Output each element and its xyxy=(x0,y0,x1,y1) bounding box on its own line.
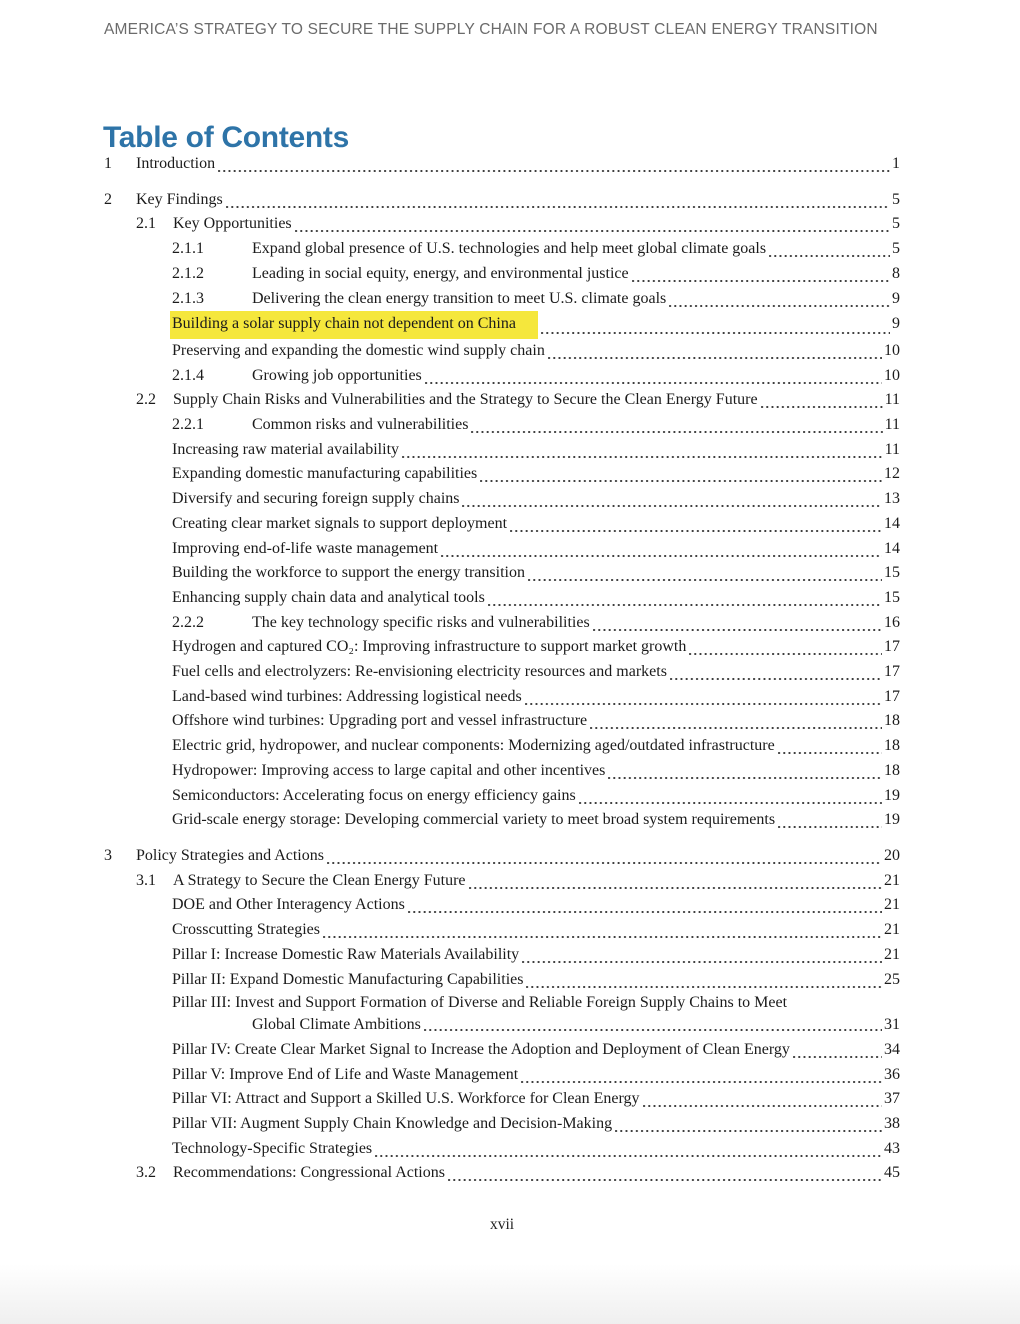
toc-entry-number: 3.1 xyxy=(136,871,156,889)
dotted-leader xyxy=(323,936,882,938)
toc-entry[interactable] xyxy=(104,611,900,636)
toc-entry-page: 20 xyxy=(884,846,900,864)
toc-entry-page: 13 xyxy=(884,490,900,508)
toc-entry[interactable] xyxy=(104,1087,900,1112)
toc-entry-page: 31 xyxy=(884,1016,900,1033)
toc-entry-page: 11 xyxy=(884,440,900,458)
toc-entry[interactable] xyxy=(104,462,900,487)
toc-entry-number: 3 xyxy=(104,846,112,864)
toc-entry-label: The key technology specific risks and vulnerabilities xyxy=(252,613,590,631)
toc-entry[interactable] xyxy=(104,660,900,685)
toc-entry-page: 9 xyxy=(892,315,900,333)
toc-entry[interactable] xyxy=(104,586,900,611)
toc-entry-line1 xyxy=(104,388,900,413)
toc-entry-label: Building a solar supply chain not dependent on China xyxy=(170,311,538,339)
dotted-leader xyxy=(402,456,883,458)
toc-entry[interactable] xyxy=(104,968,900,993)
toc-entry[interactable] xyxy=(104,487,900,512)
dotted-leader xyxy=(769,255,890,257)
toc-entry-line1 xyxy=(104,918,900,943)
toc-entry-page: 15 xyxy=(884,564,900,582)
dotted-leader xyxy=(778,752,882,754)
toc-entry-page: 21 xyxy=(884,896,900,914)
toc-entry-page: 11 xyxy=(884,391,900,409)
dotted-leader xyxy=(425,382,882,384)
toc-list xyxy=(104,152,900,1186)
toc-entry-line1 xyxy=(104,759,900,784)
toc-entry[interactable] xyxy=(104,759,900,784)
toc-entry-page: 19 xyxy=(884,786,900,804)
toc-entry-page: 19 xyxy=(884,811,900,829)
dotted-leader xyxy=(480,480,882,482)
toc-entry-label: Pillar VI: Attract and Support a Skilled U.S. Workforce for Clean Energy xyxy=(172,1090,640,1108)
toc-entry-line1 xyxy=(104,1087,900,1112)
dotted-leader xyxy=(218,170,890,172)
toc-entry-line1 xyxy=(104,537,900,562)
toc-entry-label: Pillar III: Invest and Support Formation of Diverse and Reliable Foreign Supply Chains to Meet xyxy=(172,994,788,1012)
toc-entry[interactable] xyxy=(104,1137,900,1162)
toc-entry-page: 14 xyxy=(884,539,900,557)
toc-entry[interactable] xyxy=(104,1063,900,1088)
toc-entry-line1 xyxy=(104,709,900,734)
toc-entry-label: Building the workforce to support the energy transition xyxy=(172,564,525,582)
dotted-leader xyxy=(593,629,882,631)
page-title: Table of Contents xyxy=(103,121,350,155)
toc-entry-page: 5 xyxy=(892,190,900,208)
toc-entry-line1 xyxy=(104,992,900,1014)
dotted-leader xyxy=(526,986,882,988)
toc-entry[interactable] xyxy=(104,152,900,177)
toc-entry[interactable] xyxy=(104,1161,900,1186)
toc-entry-line1 xyxy=(104,512,900,537)
toc-entry-label: Electric grid, hydropower, and nuclear components: Modernizing aged/outdated infrastructure xyxy=(172,737,775,755)
toc-entry-label: Hydropower: Improving access to large capital and other incentives xyxy=(172,761,606,779)
toc-entry-line1 xyxy=(104,1038,900,1063)
dotted-leader xyxy=(670,678,882,680)
toc-entry[interactable] xyxy=(104,709,900,734)
toc-entry-label: Preserving and expanding the domestic wind supply chain xyxy=(172,341,545,359)
running-header: AMERICA’S STRATEGY TO SECURE THE SUPPLY CHAIN FOR A ROBUST CLEAN ENERGY TRANSITION xyxy=(104,21,878,38)
toc-entry-page: 17 xyxy=(884,638,900,656)
toc-entry-line1 xyxy=(104,1161,900,1186)
toc-entry-line1 xyxy=(104,586,900,611)
dotted-leader xyxy=(778,826,882,828)
toc-entry[interactable] xyxy=(104,734,900,759)
toc-entry-line1 xyxy=(104,1063,900,1088)
toc-entry-page: 21 xyxy=(884,921,900,939)
toc-entry-line1 xyxy=(104,438,900,463)
toc-entry-line1 xyxy=(104,1137,900,1162)
dotted-leader xyxy=(541,332,890,334)
toc-entry-label: Key Findings xyxy=(136,190,223,208)
dotted-leader xyxy=(295,230,890,232)
toc-entry-page: 18 xyxy=(884,761,900,779)
toc-entry-page: 12 xyxy=(884,465,900,483)
toc-entry-line1 xyxy=(104,611,900,636)
toc-entry-label: Hydrogen and captured CO₂: Improving infrastructure to support market growth xyxy=(172,638,687,656)
dotted-leader xyxy=(525,703,882,705)
toc-entry-page: 25 xyxy=(884,970,900,988)
toc-entry-line1 xyxy=(104,364,900,389)
toc-entry-line1 xyxy=(104,968,900,993)
dotted-leader xyxy=(448,1179,882,1181)
toc-entry-page: 14 xyxy=(884,514,900,532)
toc-entry-label: Offshore wind turbines: Upgrading port and vessel infrastructure xyxy=(172,712,588,730)
toc-entry-page: 38 xyxy=(884,1114,900,1132)
toc-entry[interactable] xyxy=(104,262,900,287)
toc-entry-label: Pillar II: Expand Domestic Manufacturing Capabilities xyxy=(172,970,524,988)
toc-entry[interactable] xyxy=(104,635,900,660)
toc-entry-label: Increasing raw material availability xyxy=(172,440,400,458)
toc-entry[interactable] xyxy=(104,438,900,463)
toc-entry-label: Expand global presence of U.S. technologies and help meet global climate goals xyxy=(252,240,767,258)
toc-entry-label: Recommendations: Congressional Actions xyxy=(173,1164,445,1182)
toc-entry[interactable] xyxy=(104,784,900,809)
toc-entry-page: 5 xyxy=(892,240,900,258)
toc-entry[interactable] xyxy=(104,311,900,339)
toc-entry-line1 xyxy=(104,893,900,918)
toc-entry-label: Common risks and vulnerabilities xyxy=(252,416,469,434)
toc-entry[interactable] xyxy=(104,237,900,262)
toc-entry-page: 45 xyxy=(884,1164,900,1182)
toc-entry-page: 37 xyxy=(884,1090,900,1108)
toc-entry-page: 8 xyxy=(892,264,900,282)
toc-entry-page: 5 xyxy=(892,215,900,233)
toc-entry-label: Diversify and securing foreign supply chains xyxy=(172,490,460,508)
toc-entry-line1 xyxy=(104,237,900,262)
dotted-leader xyxy=(793,1056,882,1058)
toc-entry-line1 xyxy=(104,660,900,685)
toc-entry-line1 xyxy=(104,561,900,586)
toc-entry-label: Pillar V: Improve End of Life and Waste Management xyxy=(172,1065,519,1083)
toc-entry-label: Expanding domestic manufacturing capabilities xyxy=(172,465,478,483)
dotted-leader xyxy=(528,579,882,581)
toc-entry-label: Creating clear market signals to support deployment xyxy=(172,514,508,532)
toc-entry-label: Introduction xyxy=(136,155,216,172)
toc-entry-page: 9 xyxy=(892,289,900,307)
toc-entry-label: Crosscutting Strategies xyxy=(172,921,320,939)
toc-entry-line1 xyxy=(104,943,900,968)
toc-entry-line1 xyxy=(104,287,900,312)
toc-entry-page: 21 xyxy=(884,945,900,963)
toc-entry-label: Policy Strategies and Actions xyxy=(136,846,324,864)
toc-entry[interactable] xyxy=(104,188,900,213)
toc-entry-line2 xyxy=(104,1014,900,1036)
toc-entry-page: 15 xyxy=(884,588,900,606)
toc-entry-line1 xyxy=(104,869,900,894)
toc-entry-line1 xyxy=(104,262,900,287)
toc-entry-line1 xyxy=(104,462,900,487)
toc-entry-line1 xyxy=(104,635,900,660)
dotted-leader xyxy=(441,555,882,557)
toc-entry-label: Land-based wind turbines: Addressing logistical needs xyxy=(172,687,522,705)
toc-entry-line1 xyxy=(104,212,900,237)
toc-entry-number: 3.2 xyxy=(136,1164,156,1182)
toc-entry-line1 xyxy=(104,487,900,512)
toc-entry-label: Improving end-of-life waste management xyxy=(172,539,439,557)
dotted-leader xyxy=(226,206,890,208)
toc-entry[interactable] xyxy=(104,287,900,312)
dotted-leader xyxy=(643,1105,882,1107)
toc-entry-line1 xyxy=(104,734,900,759)
toc-entry-number: 2.2 xyxy=(136,391,156,409)
toc-entry-page: 43 xyxy=(884,1139,900,1157)
dotted-leader xyxy=(761,406,883,408)
toc-entry-label: Pillar IV: Create Clear Market Signal to Increase the Adoption and Deployment of Clean Energy xyxy=(172,1040,790,1058)
toc-entry-label: Delivering the clean energy transition to meet U.S. climate goals xyxy=(252,289,667,307)
toc-entry-label: Enhancing supply chain data and analytical tools xyxy=(172,588,485,606)
toc-entry-page: 18 xyxy=(884,737,900,755)
toc-entry[interactable] xyxy=(104,413,900,438)
toc-entry-page: 21 xyxy=(884,871,900,889)
page-number-folio: xvii xyxy=(489,1216,515,1233)
toc-entry-label: Technology-Specific Strategies xyxy=(172,1139,373,1157)
dotted-leader xyxy=(408,911,882,913)
toc-entry-label: A Strategy to Secure the Clean Energy Future xyxy=(173,871,466,889)
dotted-leader xyxy=(615,1130,882,1132)
toc-entry[interactable] xyxy=(104,512,900,537)
toc-entry-number: 2.1.2 xyxy=(172,264,204,282)
toc-entry-line1 xyxy=(104,1112,900,1137)
toc-entry-page: 1 xyxy=(892,155,900,172)
toc-entry-page: 34 xyxy=(884,1040,900,1058)
toc-entry-number: 1 xyxy=(104,155,112,172)
toc-entry-label2: Global Climate Ambitions xyxy=(252,1016,421,1033)
toc-entry[interactable] xyxy=(104,537,900,562)
toc-entry[interactable] xyxy=(104,869,900,894)
toc-entry-line1 xyxy=(104,413,900,438)
dotted-leader xyxy=(689,653,882,655)
toc-entry-line1 xyxy=(104,188,900,213)
toc-entry[interactable] xyxy=(104,364,900,389)
toc-entry-number: 2.1.3 xyxy=(172,289,204,307)
toc-entry-line1 xyxy=(104,152,900,177)
toc-entry[interactable] xyxy=(104,212,900,237)
toc-entry[interactable] xyxy=(104,388,900,413)
toc-entry[interactable] xyxy=(104,1038,900,1063)
toc-entry[interactable] xyxy=(104,339,900,364)
toc-entry-page: 17 xyxy=(884,687,900,705)
toc-entry-line1 xyxy=(104,685,900,710)
toc-entry[interactable] xyxy=(104,808,900,833)
toc-entry-number: 2.1.4 xyxy=(172,366,204,384)
toc-entry[interactable] xyxy=(104,893,900,918)
toc-entry-page: 36 xyxy=(884,1065,900,1083)
dotted-leader xyxy=(590,727,882,729)
toc-entry-page: 10 xyxy=(884,366,900,384)
toc-entry-line1 xyxy=(104,311,900,339)
toc-entry-line1 xyxy=(104,339,900,364)
dotted-leader xyxy=(469,887,882,889)
toc-entry-number: 2.1 xyxy=(136,215,156,233)
toc-entry-page: 17 xyxy=(884,663,900,681)
toc-entry[interactable] xyxy=(104,1112,900,1137)
toc-entry-label: DOE and Other Interagency Actions xyxy=(172,896,405,914)
dotted-leader xyxy=(488,604,882,606)
dotted-leader xyxy=(632,280,890,282)
toc-entry-page: 11 xyxy=(884,416,900,434)
toc-entry-line1 xyxy=(104,844,900,869)
toc-entry-label: Supply Chain Risks and Vulnerabilities and the Strategy to Secure the Clean Energy Future xyxy=(173,391,758,409)
toc-entry-page: 18 xyxy=(884,712,900,730)
toc-entry-label: Semiconductors: Accelerating focus on energy efficiency gains xyxy=(172,786,576,804)
toc-entry[interactable] xyxy=(104,943,900,968)
dotted-leader xyxy=(424,1029,882,1031)
dotted-leader xyxy=(521,1081,882,1083)
toc-entry-label: Pillar VII: Augment Supply Chain Knowledge and Decision-Making xyxy=(172,1114,613,1132)
dotted-leader xyxy=(510,530,882,532)
toc-entry-label: Growing job opportunities xyxy=(252,366,422,384)
toc-entry-label: Pillar I: Increase Domestic Raw Materials Availability xyxy=(172,945,520,963)
toc-entry-label: Grid-scale energy storage: Developing commercial variety to meet broad system requirements xyxy=(172,811,776,829)
dotted-leader xyxy=(375,1155,882,1157)
dotted-leader xyxy=(522,961,882,963)
toc-entry[interactable] xyxy=(104,992,900,1036)
toc-entry-line1 xyxy=(104,808,900,833)
toc-entry-number: 2 xyxy=(104,190,112,208)
toc-entry-line1 xyxy=(104,784,900,809)
dotted-leader xyxy=(579,802,882,804)
toc-entry[interactable] xyxy=(104,561,900,586)
toc-entry[interactable] xyxy=(104,918,900,943)
toc-entry[interactable] xyxy=(104,844,900,869)
toc-entry[interactable] xyxy=(104,685,900,710)
dotted-leader xyxy=(471,431,882,433)
page-bottom-shadow xyxy=(0,1264,1020,1324)
toc-entry-label: Fuel cells and electrolyzers: Re-envisioning electricity resources and markets xyxy=(172,663,667,681)
dotted-leader xyxy=(669,305,890,307)
toc-entry-number: 2.2.2 xyxy=(172,613,204,631)
toc-entry-page: 10 xyxy=(884,341,900,359)
dotted-leader xyxy=(608,777,882,779)
toc-entry-page: 16 xyxy=(884,613,900,631)
toc-entry-label: Leading in social equity, energy, and environmental justice xyxy=(252,264,629,282)
dotted-leader xyxy=(327,862,882,864)
dotted-leader xyxy=(462,505,882,507)
toc-entry-label: Key Opportunities xyxy=(173,215,292,233)
dotted-leader xyxy=(548,357,882,359)
toc-entry-number: 2.2.1 xyxy=(172,416,204,434)
toc-entry-number: 2.1.1 xyxy=(172,240,204,258)
